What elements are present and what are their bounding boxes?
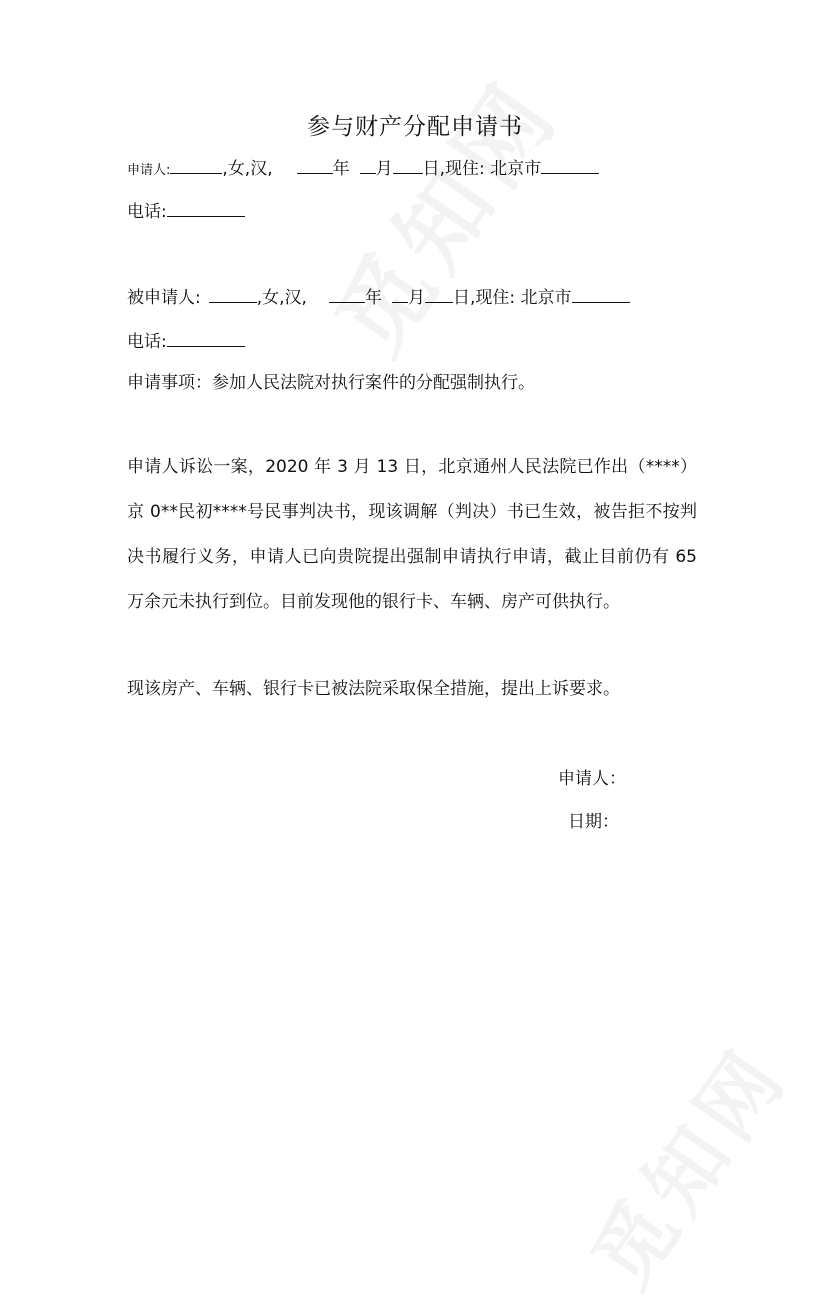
respondent-month-blank — [392, 285, 408, 303]
body-paragraph: 申请人诉讼一案，2020 年 3 月 13 日，北京通州人民法院已作出（****）京 0**民初****号民事判决书，现该调解（判决）书已生效，被告拒不按判决书履行义务，申请人已向贵院提出强制申请执行申请，截止目前仍有 65 万余元未执行到位。目前发现他的银行卡、车辆、房产可供执行。 — [127, 457, 697, 612]
applicant-phone-line — [127, 199, 245, 224]
watermark-bottom — [560, 1019, 809, 1306]
respondent-name-blank — [209, 285, 257, 303]
applicant-year-label: 年 — [332, 159, 350, 179]
signature-label: 申请人： — [558, 769, 626, 789]
applicant-month-blank — [360, 156, 376, 174]
applicant-year-blank — [297, 156, 333, 174]
respondent-address-blank — [572, 285, 630, 303]
applicant-gender-ethnic: ,女,汉, — [222, 159, 273, 179]
applicant-name-blank — [170, 156, 222, 174]
respondent-phone-line — [127, 329, 245, 354]
applicant-day-blank — [393, 156, 423, 174]
respondent-info-line — [127, 285, 630, 310]
respondent-phone-blank — [167, 329, 245, 347]
respondent-gender-ethnic: ,女,汉, — [256, 288, 307, 308]
respondent-day-blank — [425, 285, 453, 303]
respondent-day-residence: 日,现住: 北京市 — [452, 288, 572, 308]
applicant-day-residence: 日,现住: 北京市 — [422, 159, 542, 179]
respondent-phone-label: 电话: — [127, 332, 167, 352]
applicant-phone-blank — [167, 199, 245, 217]
applicant-month-label: 月 — [375, 159, 393, 179]
applicant-address-blank — [541, 156, 599, 174]
date-label: 日期： — [568, 812, 619, 832]
applicant-phone-label: 电话: — [127, 202, 167, 222]
respondent-year-blank — [329, 285, 365, 303]
applicant-label: 申请人: — [127, 163, 171, 178]
applicant-info-line — [127, 156, 599, 183]
watermark — [300, 49, 584, 375]
respondent-label: 被申请人: — [127, 288, 201, 308]
respondent-year-label: 年 — [364, 288, 382, 308]
closing-paragraph: 现该房产、车辆、银行卡已被法院采取保全措施，提出上诉要求。 — [127, 679, 620, 699]
respondent-month-label: 月 — [407, 288, 425, 308]
document-title: 参与财产分配申请书 — [307, 114, 523, 140]
request-item: 申请事项：参加人民法院对执行案件的分配强制执行。 — [127, 373, 535, 393]
